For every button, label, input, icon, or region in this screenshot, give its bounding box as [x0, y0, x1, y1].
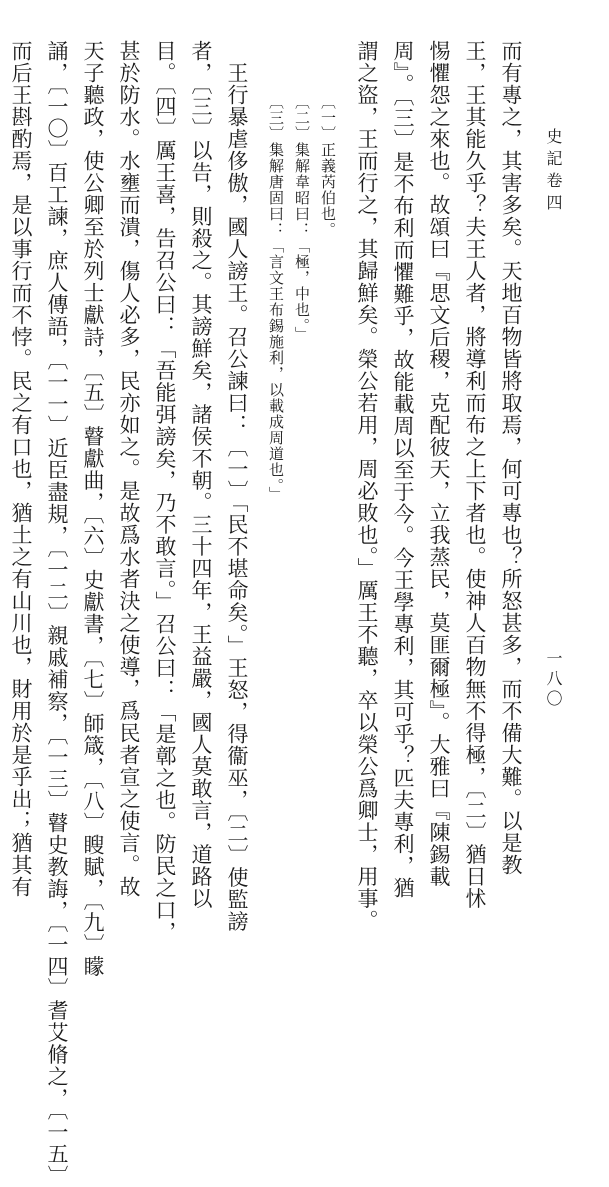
body-text: [9, 40, 529, 1187]
page-number: 一八〇: [544, 650, 563, 710]
footnote-2: 〔二〕集解韋昭曰：「極，中也。」: [293, 94, 311, 343]
paragraph-start-column: 王行暴虐侈傲，國人謗王。召公諫曰：〔一〕「民不堪命矣。」王怒，得衞巫，〔二〕使監謗: [225, 62, 249, 933]
text-column-10: 者，〔三〕以告，則殺之。其謗鮮矣，諸侯不朝。三十四年，王益嚴，國人莫敢言，道路以: [189, 40, 213, 910]
text-column-12: 甚於防水。水壅而潰，傷人必多，民亦如之。是故爲水者決之使導，爲民者宣之使言。故: [117, 40, 141, 898]
text-column-14: 誦，〔一〇〕百工諫，庶人傳語，〔一一〕近臣盡規，〔一二〕親戚補察，〔一三〕瞽史教誨，〔一四〕耆艾脩之，〔一五〕: [45, 40, 69, 1187]
text-column-5: 謂之盜，王而行之，其歸鮮矣。榮公若用，周必敗也。」厲王不聽，卒以榮公爲卿士，用事。: [355, 40, 379, 932]
footnote-3: 〔三〕集解唐固曰：「言文王布錫施利，以載成周道也。」: [267, 94, 285, 503]
text-column-3: 惕懼怨之來也。故頌曰『思文后稷，克配彼天，立我蒸民，莫匪爾極』。大雅曰『陳錫載: [427, 40, 451, 888]
text-column-13: 天子聽政，使公卿至於列士獻詩，〔五〕瞽獻曲，〔六〕史獻書，〔七〕師箴，〔八〕瞍賦，〔九〕矇: [81, 40, 105, 978]
text-column-1: 而有專之，其害多矣。天地百物皆將取焉，何可專也？所怒甚多，而不備大難。以是教: [499, 40, 523, 876]
text-column-4: 周』。〔三〕是不布利而懼難乎，故能載周以至于今。今王學專利，其可乎？匹夫專利，猶: [391, 40, 415, 899]
text-column-2: 王，王其能久乎？夫王人者，將導利而布之上下者也。使神人百物無不得極，〔二〕猶日怵: [463, 40, 487, 910]
footnote-1: 〔一〕正義芮伯也。: [319, 94, 337, 238]
text-column-15: 而后王斟酌焉，是以事行而不悖。民之有口也，猶土之有山川也，財用於是乎出；猶其有: [9, 40, 33, 898]
running-title: 史記卷四: [544, 128, 563, 216]
text-column-11: 目。〔四〕厲王喜，告召公曰：「吾能弭謗矣，乃不敢言。」召公曰：「是鄣之也。防民之口，: [153, 40, 177, 943]
